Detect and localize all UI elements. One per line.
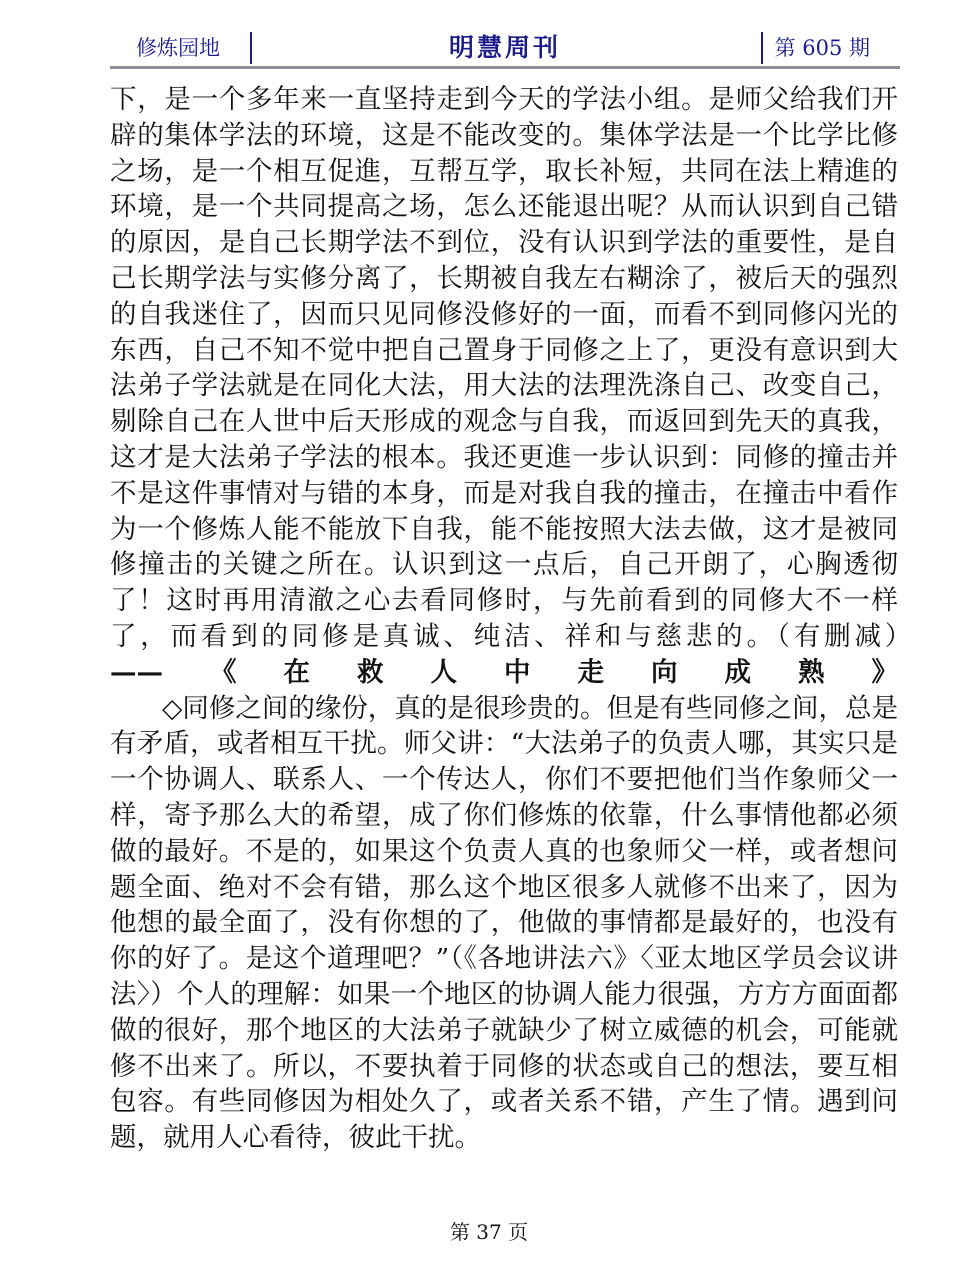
header-divider <box>761 32 763 64</box>
paragraph-text: 下，是一个多年来一直坚持走到今天的学法小组。是师父给我们开辟的集体学法的环境，这是不能改变的。集体学法是一个比学比修之场，是一个相互促進，互帮互学，取长补短，共同在法上精進的环境，是一个共同提高之场，怎么还能退出呢？从而认识到自己错的原因，是自己长期学法不到位，没有认识到学法的重要性，是自己长期学法与实修分离了，长期被自我左右糊涂了，被后天的强烈的自我迷住了，因而只见同修没修好的一面，而看不到同修闪光的东西，自己不知不觉中把自己置身于同修之上了，更没有意识到大法弟子学法就是在同化大法，用大法的法理洗涤自己、改变自己，剔除自己在人世中后天形成的观念与自我，而返回到先天的真我，这才是大法弟子学法的根本。我还更進一步认识到：同修的撞击并不是这件事情对与错的本身，而是对我自我的撞击，在撞击中看作为一个修炼人能不能放下自我，能不能按照大法去做，这才是被同修撞击的关键之所在。认识到这一点后，自己开朗了，心胸透彻了！这时再用清澈之心去看同修时，与先前看到的同修大不一样了，而看到的同修是真诚、纯洁、祥和与慈悲的。（有删减） <box>110 84 898 652</box>
section-title: 修炼园地 <box>136 36 220 60</box>
header-rule <box>110 66 900 69</box>
issue-number: 第 605 期 <box>774 36 870 60</box>
paragraph-text: ◇同修之间的缘份，真的是很珍贵的。但是有些同修之间，总是有矛盾，或者相互干扰。师父讲：“大法弟子的负责人哪，其实只是一个协调人、联系人、一个传达人，你们不要把他们当作象师父一样，寄予那么大的希望，成了你们修炼的依靠，什么事情他都必须做的最好。不是的，如果这个负责人真的也象师父一样，或者想问题全面、绝对不会有错，那么这个地区很多人就修不出来了，因为他想的最全面了，没有你想的了，他做的事情都是最好的，也没有你的好了。是这个道理吧？”（《各地讲法六》〈亚太地区学员会议讲法〉）个人的理解：如果一个地区的协调人能力很强，方方方面面都做的很好，那个地区的大法弟子就缺少了树立威德的机会，可能就修不出来了。所以，不要执着于同修的状态或自己的想法，要互相包容。有些同修因为相处久了，或者关系不错，产生了情。遇到问题，就用人心看待，彼此干扰。 <box>110 692 898 1154</box>
paragraph <box>110 691 898 1156</box>
article-body <box>110 82 898 1156</box>
paragraph <box>110 82 898 691</box>
page-number: 第 37 页 <box>449 1220 529 1244</box>
source-citation: ——《在救人中走向成熟》 <box>110 656 898 688</box>
publication-title: 明慧周刊 <box>448 33 561 62</box>
page-header <box>110 28 900 68</box>
